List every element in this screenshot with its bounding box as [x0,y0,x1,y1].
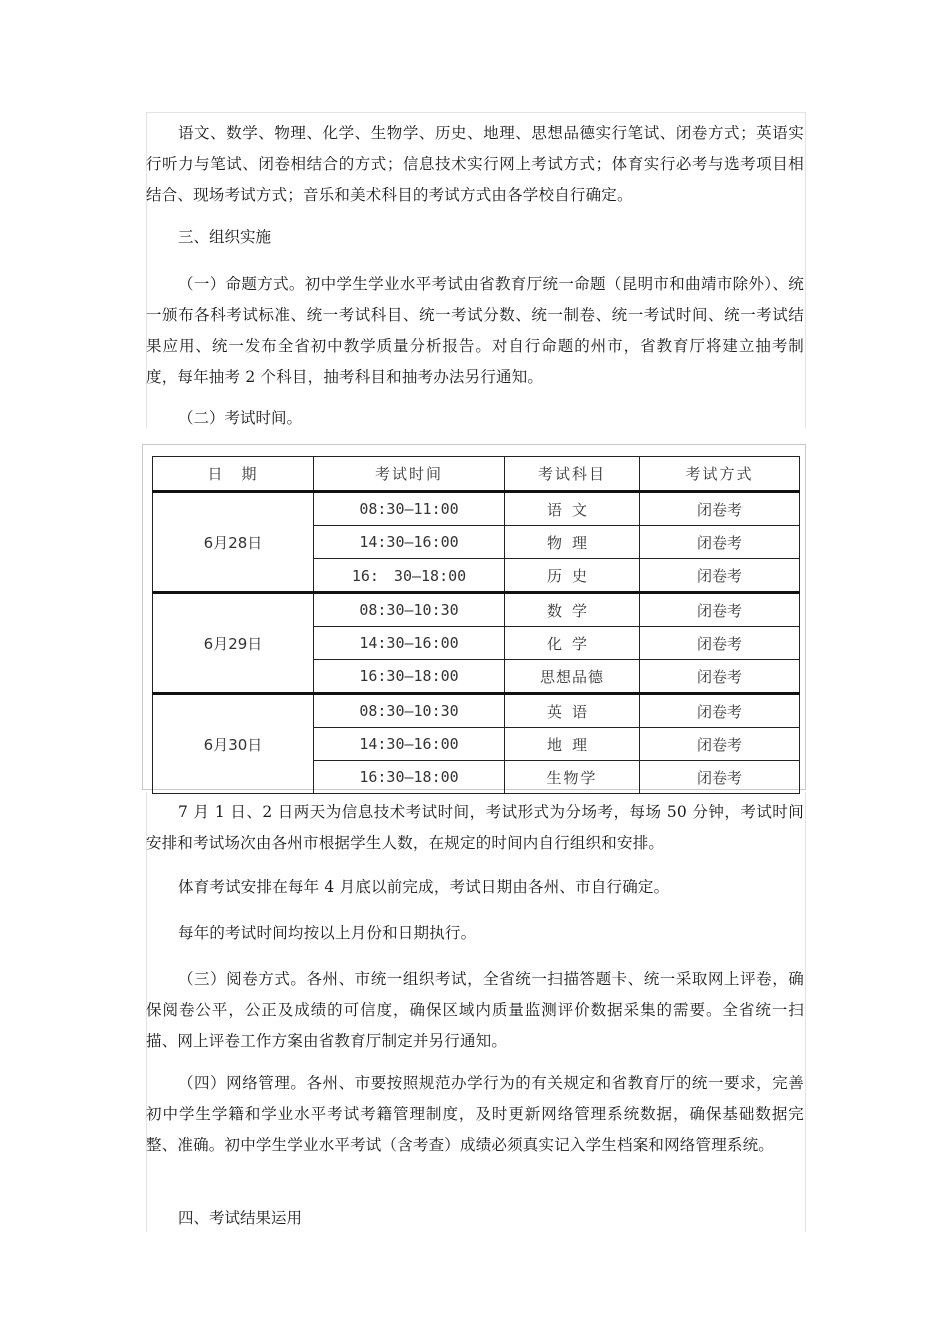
time-cell: 08:30—10:30 [314,694,505,728]
time-cell: 16:30—18:00 [314,761,505,794]
subject-cell: 英语 [505,694,640,728]
exam-format-paragraph: 语文、数学、物理、化学、生物学、历史、地理、思想品德实行笔试、闭卷方式；英语实行听力与笔试、闭卷相结合的方式；信息技术实行网上考试方式；体育实行必考与选考项目相结合、现场考试方式；音乐和美术科目的考试方式由各学校自行确定。 [146,124,804,204]
exam-schedule-table [152,456,800,794]
section-heading-results: 四、考试结果运用 [178,1209,303,1227]
mode-cell: 闭卷考 [640,660,800,694]
time-cell: 08:30—10:30 [314,593,505,627]
subject-cell: 化学 [505,627,640,660]
mode-cell: 闭卷考 [640,728,800,761]
pe-exam-paragraph: 体育考试安排在每年 4 月底以前完成，考试日期由各州、市自行确定。 [178,878,670,896]
date-cell: 6月29日 [153,593,314,694]
annual-schedule-paragraph: 每年的考试时间均按以上月份和日期执行。 [178,924,477,942]
network-management-paragraph: （四）网络管理。各州、市要按照规范办学行为的有关规定和省教育厅的统一要求，完善初中学生学籍和学业水平考试考籍管理制度，及时更新网络管理系统数据，确保基础数据完整、准确。初中学生学业水平考试（含考查）成绩必须真实记入学生档案和网络管理系统。 [146,1074,804,1154]
time-cell: 16:30—18:00 [314,660,505,694]
date-cell: 6月28日 [153,492,314,593]
time-cell: 08:30—11:00 [314,492,505,526]
table-row [153,593,800,627]
section-heading-organization: 三、组织实施 [178,228,272,246]
header-mode: 考试方式 [640,457,800,492]
frame-right-line [805,112,806,428]
table-row [153,694,800,728]
time-cell: 14:30—16:00 [314,627,505,660]
exam-schedule-figure [142,444,806,790]
mode-cell: 闭卷考 [640,761,800,794]
mode-cell: 闭卷考 [640,559,800,593]
time-cell: 16: 30—18:00 [314,559,505,593]
subject-cell: 物理 [505,526,640,559]
date-cell: 6月30日 [153,694,314,794]
table-header-row [153,457,800,492]
frame-top-line [146,112,806,113]
question-setting-paragraph: （一）命题方式。初中学生学业水平考试由省教育厅统一命题（昆明市和曲靖市除外）、统一颁布各科考试标准、统一考试科目、统一考试分数、统一制卷、统一考试时间、统一考试结果应用、统一发布全省初中教学质量分析报告。对自行命题的州市，省教育厅将建立抽考制度，每年抽考 2 个科目，抽考科目和抽考办法另行通知。 [146,275,804,386]
mode-cell: 闭卷考 [640,526,800,559]
header-time: 考试时间 [314,457,505,492]
it-exam-paragraph: 7 月 1 日、2 日两天为信息技术考试时间，考试形式为分场考，每场 50 分钟，考试时间安排和考试场次由各州市根据学生人数，在规定的时间内自行组织和安排。 [146,803,804,852]
frame-right-line-lower [805,792,806,1232]
subject-cell: 数学 [505,593,640,627]
grading-method-paragraph: （三）阅卷方式。各州、市统一组织考试，全省统一扫描答题卡、统一采取网上评卷，确保阅卷公平，公正及成绩的可信度，确保区域内质量监测评价数据采集的需要。全省统一扫描、网上评卷工作方案由省教育厅制定并另行通知。 [146,970,804,1050]
mode-cell: 闭卷考 [640,492,800,526]
time-cell: 14:30—16:00 [314,526,505,559]
exam-time-heading: （二）考试时间。 [178,409,303,427]
subject-cell: 地理 [505,728,640,761]
subject-cell: 语文 [505,492,640,526]
subject-cell: 思想品德 [505,660,640,694]
mode-cell: 闭卷考 [640,627,800,660]
table-row [153,492,800,526]
header-subject: 考试科目 [505,457,640,492]
mode-cell: 闭卷考 [640,593,800,627]
time-cell: 14:30—16:00 [314,728,505,761]
subject-cell: 历史 [505,559,640,593]
header-date: 日 期 [153,457,314,492]
subject-cell: 生物学 [505,761,640,794]
mode-cell: 闭卷考 [640,694,800,728]
